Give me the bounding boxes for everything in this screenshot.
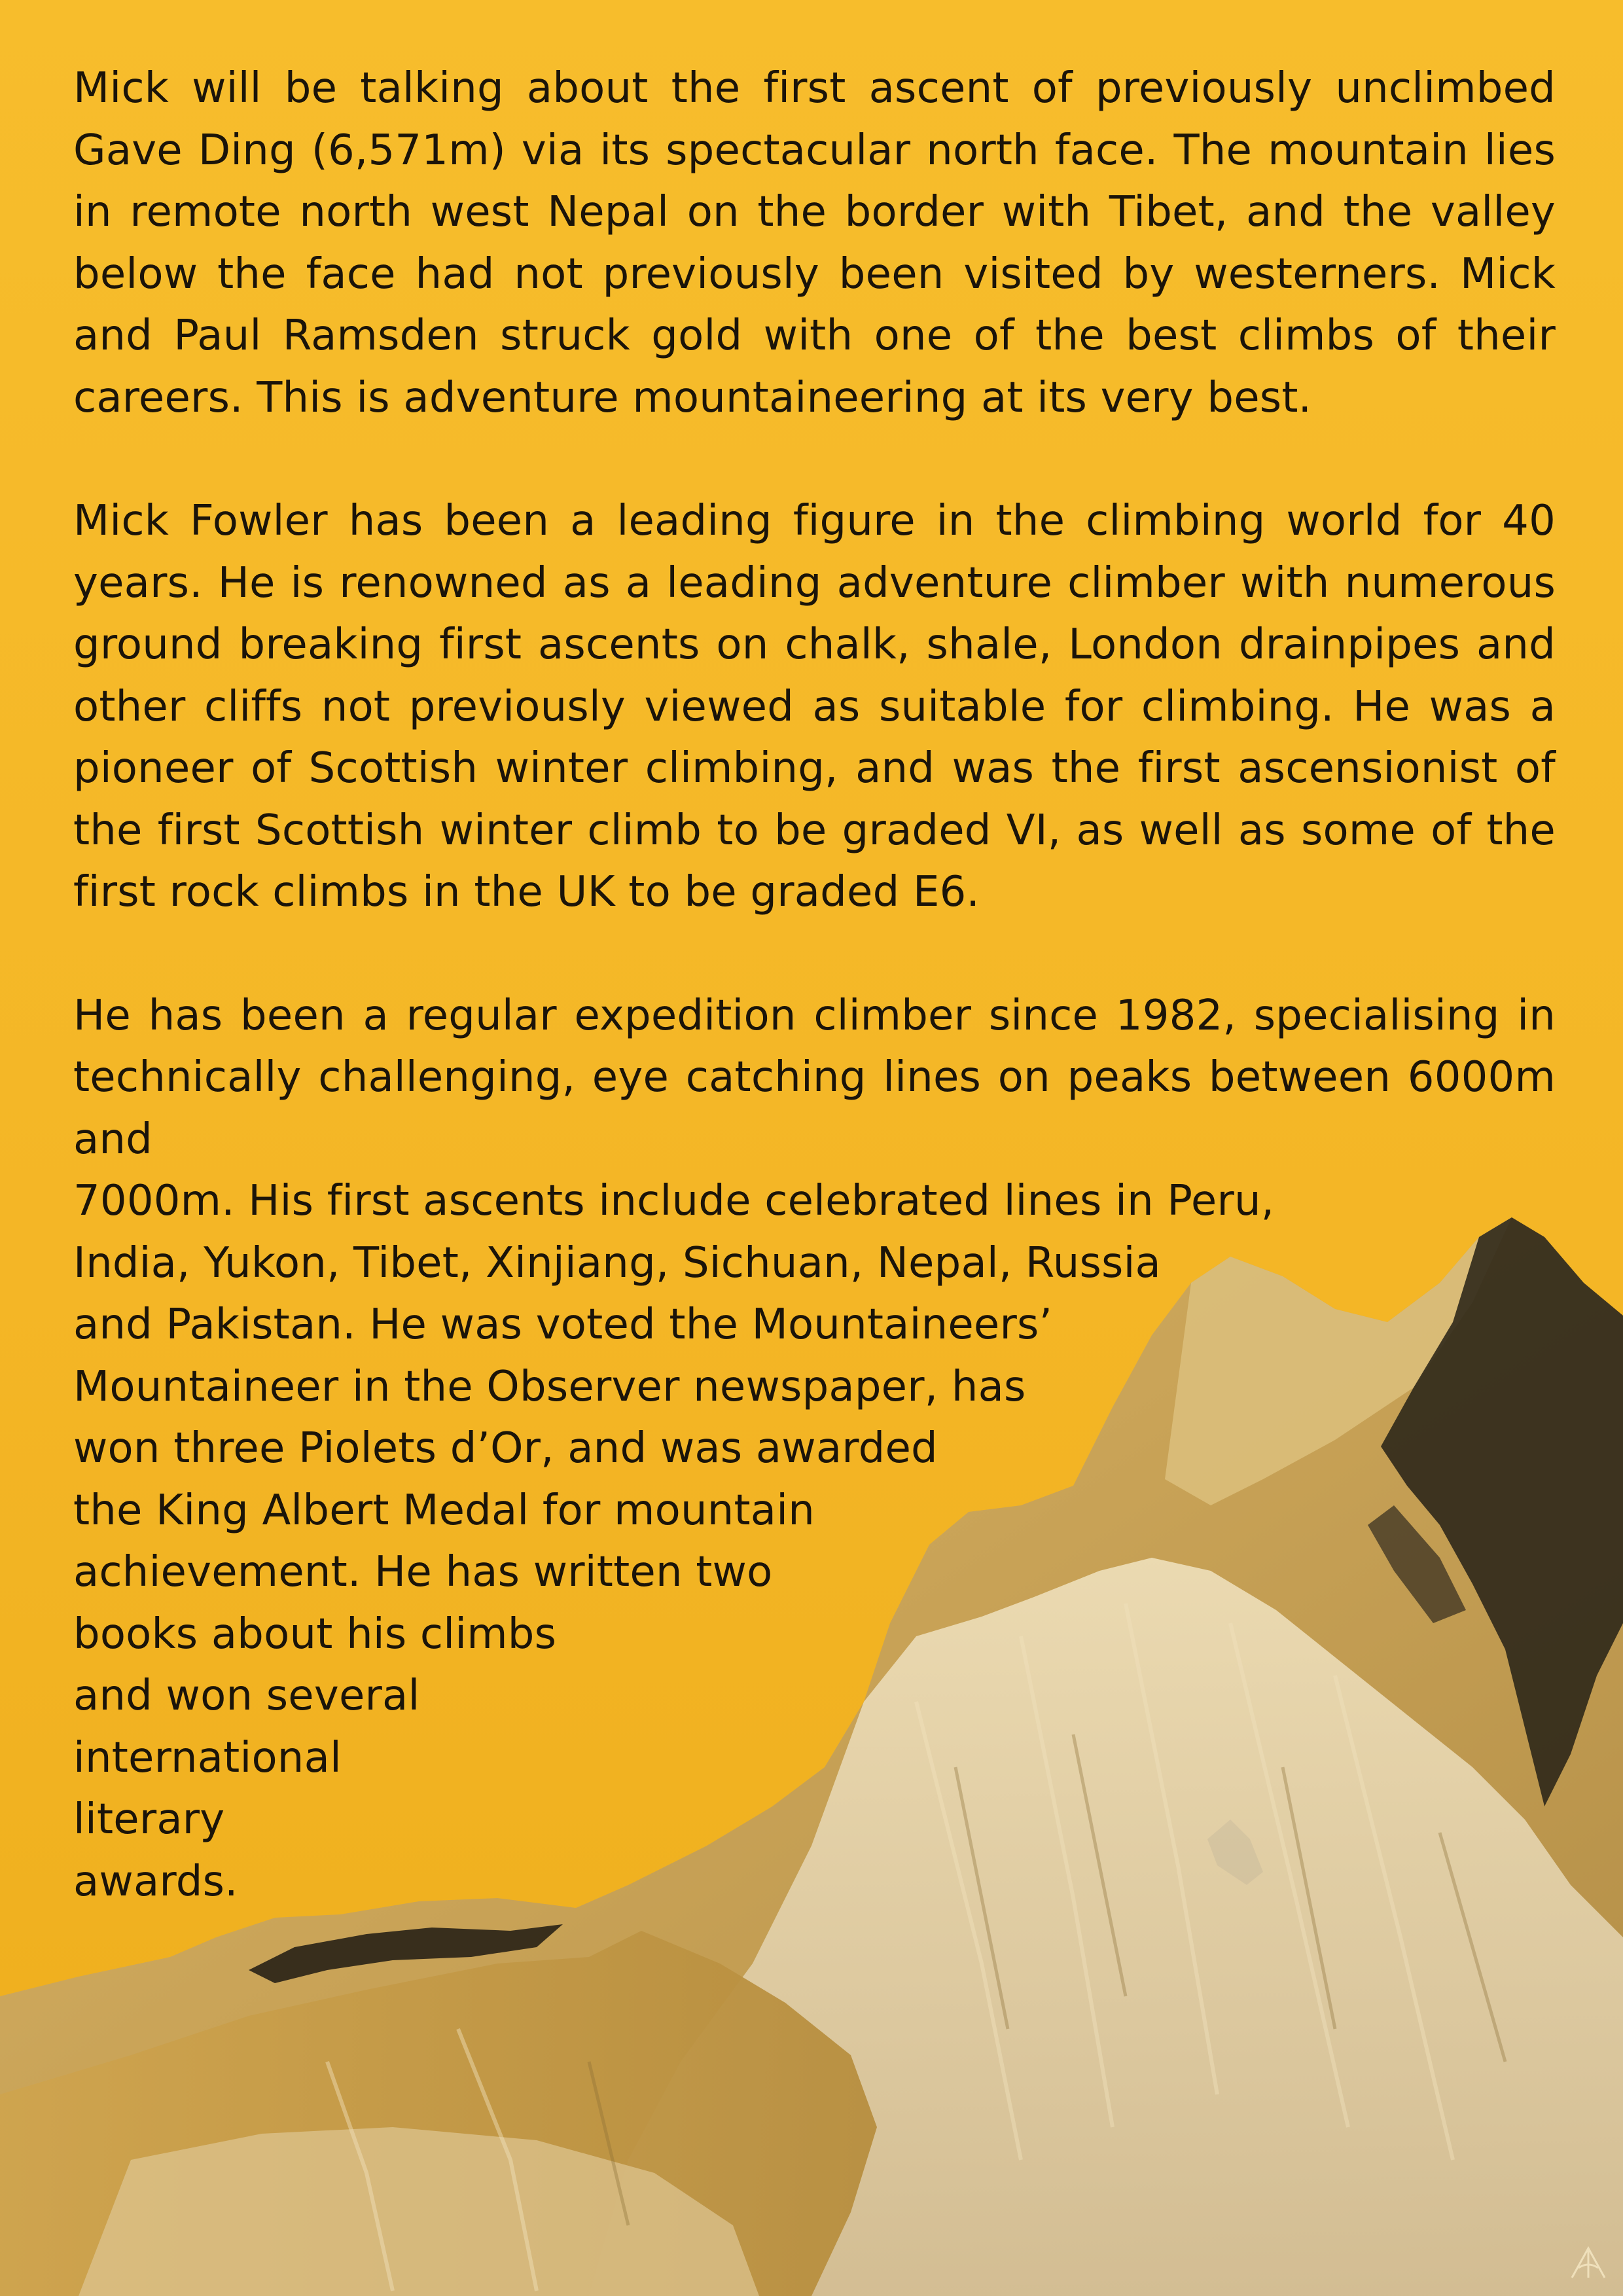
paragraph-3-line: technically challenging, eye catching lines on peaks between 6000m and: [73, 1053, 1556, 1164]
signature-mark-icon: [1565, 2238, 1611, 2284]
paragraph-3-line: Mountaineer in the Observer newspaper, has: [73, 1362, 1026, 1411]
paragraph-3-line: achievement. He has written two: [73, 1548, 773, 1596]
paragraph-3-line: the King Albert Medal for mountain: [73, 1486, 815, 1535]
paragraph-3: [73, 985, 1556, 1913]
paragraph-3-line: and Pakistan. He was voted the Mountaineers’: [73, 1300, 1053, 1349]
article-body: [73, 58, 1556, 1974]
paragraph-3-line: awards.: [73, 1857, 238, 1906]
paragraph-2: Mick Fowler has been a leading figure in the climbing world for 40 years. He is renowned as a leading adventure climber with numerous ground breaking first ascents on chalk, shale, London drainpipes and other cliffs not previously viewed as suitable for climbing. He was a pioneer of Scottish winter climbing, and was the first ascensionist of the first Scottish winter climb to be graded VI, as well as some of the first rock climbs in the UK to be graded E6.: [73, 497, 1556, 916]
paragraph-1: Mick will be talking about the first ascent of previously unclimbed Gave Ding (6,571m) via its spectacular north face. The mountain lies in remote north west Nepal on the border with Tibet, and the valley below the face had not previously been visited by westerners. Mick and Paul Ramsden struck gold with one of the best climbs of their careers. This is adventure mountaineering at its very best.: [73, 64, 1556, 422]
paragraph-3-line: India, Yukon, Tibet, Xinjiang, Sichuan, Nepal, Russia: [73, 1238, 1161, 1287]
paragraph-3-line: He has been a regular expedition climber since 1982, specialising in: [73, 991, 1556, 1040]
paragraph-3-line: international: [73, 1733, 342, 1782]
paragraph-3-line: and won several: [73, 1672, 420, 1720]
paragraph-3-line: literary: [73, 1795, 225, 1844]
paragraph-3-line: books about his climbs: [73, 1609, 557, 1659]
paragraph-3-line: won three Piolets d’Or, and was awarded: [73, 1424, 938, 1473]
paragraph-3-line: 7000m. His first ascents include celebrated lines in Peru,: [73, 1177, 1275, 1225]
